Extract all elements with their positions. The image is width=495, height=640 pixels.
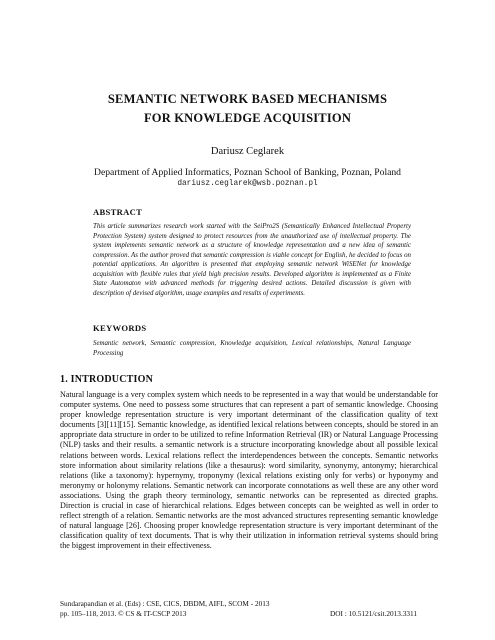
- title-line-2: FOR KNOWLEDGE ACQUISITION: [143, 111, 352, 125]
- paper-title: [0, 90, 495, 128]
- footer-citation: [60, 599, 270, 619]
- introduction-paragraph: Natural language is a very complex system which needs to be represented in a way that would be understandable for computer systems. One need to possess some structures that can represent a part of semantic knowledge. Choosing proper knowledge representation structure is very important determinant of the classification quality of text documents [3][11][15]. Semantic knowledge, as identified lexical relations between concepts, should be stored in an appropriate data structure in order to be utilized to refine Information Retrieval (IR) or Natural Language Processing (NLP) tasks and their results. a semantic network is a structure incorporating knowledge about all possible lexical relations between words. Lexical relations reflect the interdependences between the concepts. Semantic networks store information about similarity relations (like a thesaurus): word similarity, synonymy, antonymy; hierarchical relations (like a taxonomy): hypernymy, troponymy (lexical relations existing only for verbs) or hyponymy and meronymy or holonymy relations. Semantic network can incorporate connotations as well these are any other word associations. Using the graph theory terminology, semantic networks can be represented as directed graphs. Direction is crucial in case of hierarchical relations. Edges between concepts can be weighted as well in order to reflect strength of a relation. Semantic networks are the most advanced structures representing semantic knowledge of natural language [26]. Choosing proper knowledge representation structure is very important determinant of the classification quality of text documents. That is why their utilization in information retrieval systems should bring the biggest improvement in their effectiveness.: [60, 390, 438, 551]
- keywords-heading: KEYWORDS: [93, 323, 147, 333]
- title-line-1: SEMANTIC NETWORK BASED MECHANISMS: [107, 92, 388, 106]
- keywords-text: Semantic network, Semantic compression, Knowledge acquisition, Lexical relationships, Natural Language Processing: [93, 340, 411, 357]
- footer-line-1: Sundarapandian et al. (Eds) : CSE, CICS, DBDM, AIFL, SCOM - 2013: [60, 599, 270, 608]
- footer-doi: DOI : 10.5121/csit.2013.3311: [330, 609, 418, 618]
- author-name: Dariusz Ceglarek: [210, 146, 285, 157]
- abstract-heading: ABSTRACT: [93, 207, 143, 217]
- affiliation: Department of Applied Informatics, Poznan School of Banking, Poznan, Poland: [94, 167, 401, 178]
- author-email: dariusz.ceglarek@wsb.poznan.pl: [177, 180, 318, 188]
- section-heading-introduction: 1. INTRODUCTION: [60, 374, 154, 385]
- abstract-text: This article summarizes research work started with the SeiPro2S (Semantically Enhanced Intellectual Property Protection System) system designed to protect resources from the unauthorized use of intellectual property. The system implements semantic network as a structure of knowledge representation and a new idea of semantic compression. As the author proved that semantic compression is viable concept for English, he decided to focus on potential applications. An algorithm is presented that employing semantic network WiSENet for knowledge acquisition with flexible rules that yield high precision results. Developed algorithm is implemented as a Finite State Automaton with advanced methods for triggering desired actions. Detailed discussion is given with description of devised algorithm, usage examples and results of experiments.: [93, 223, 411, 297]
- footer-line-2: pp. 105–118, 2013. © CS & IT-CSCP 2013: [60, 608, 187, 618]
